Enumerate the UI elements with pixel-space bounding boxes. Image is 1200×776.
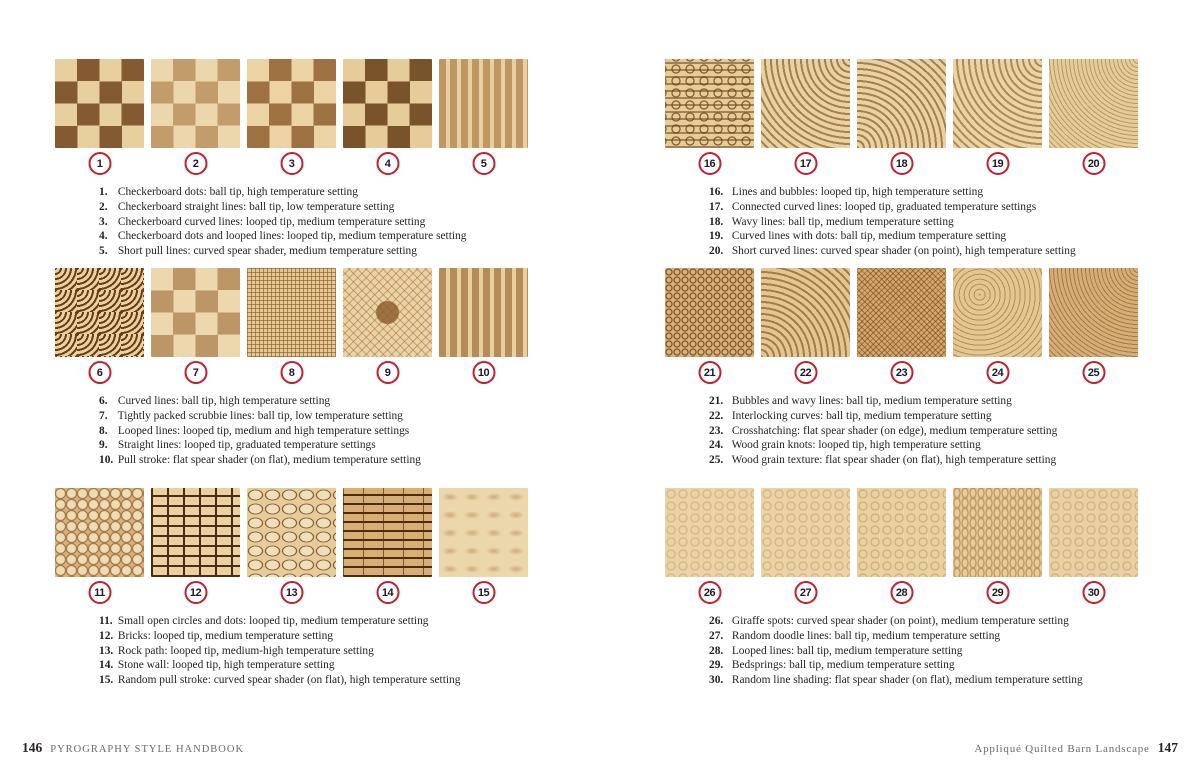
item-number: 1. <box>99 186 108 198</box>
pattern-description <box>99 394 421 409</box>
pattern-description <box>709 229 1076 244</box>
left-footer <box>22 740 252 756</box>
pattern-sample <box>55 488 144 599</box>
item-text: Short pull lines: curved spear shader, medium temperature setting <box>115 245 417 258</box>
tile-row <box>55 59 535 170</box>
right-footer <box>966 740 1178 756</box>
item-text: Wood grain knots: looped tip, high temperature setting <box>729 439 981 452</box>
tile-row <box>665 59 1145 170</box>
pattern-swatch-image <box>439 488 528 577</box>
number-badge: 9 <box>376 361 399 384</box>
pattern-list <box>709 614 1083 688</box>
pattern-description <box>99 453 421 468</box>
item-text: Checkerboard dots: ball tip, high temperature setting <box>115 186 358 198</box>
pattern-description <box>709 244 1076 259</box>
pattern-sample <box>247 488 336 599</box>
pattern-sample <box>55 59 144 170</box>
pattern-sample <box>247 268 336 379</box>
pattern-description <box>709 409 1057 424</box>
number-badge: 19 <box>986 152 1009 175</box>
number-badge: 22 <box>794 361 817 384</box>
pattern-swatch-image <box>343 59 432 148</box>
item-number: 11. <box>99 615 113 627</box>
item-number: 14. <box>99 659 114 672</box>
item-text: Short curved lines: curved spear shader (on point), high temperature setting <box>729 245 1076 258</box>
pattern-swatch-image <box>343 488 432 577</box>
item-number: 28. <box>709 644 724 657</box>
item-text: Random line shading: flat spear shader (on flat), medium temperature setting <box>729 674 1083 687</box>
pattern-description <box>99 644 460 659</box>
pattern-sample <box>55 268 144 379</box>
pattern-swatch-image <box>761 488 850 577</box>
item-number: 26. <box>709 615 724 627</box>
item-text: Checkerboard dots and looped lines: looped tip, medium temperature setting <box>115 230 467 243</box>
number-badge: 23 <box>890 361 913 384</box>
right-page <box>600 0 1200 776</box>
item-number: 8. <box>99 424 108 437</box>
pattern-swatch-image <box>953 59 1042 148</box>
number-badge: 20 <box>1082 152 1105 175</box>
pattern-swatch-image <box>953 488 1042 577</box>
pattern-swatch-image <box>247 488 336 577</box>
pattern-sample <box>761 268 850 379</box>
number-badge: 15 <box>472 581 495 604</box>
item-text: Wavy lines: ball tip, medium temperature setting <box>729 215 954 228</box>
item-number: 23. <box>709 424 724 437</box>
item-text: Lines and bubbles: looped tip, high temperature setting <box>729 186 984 198</box>
item-number: 3. <box>99 215 108 228</box>
item-number: 12. <box>99 629 114 642</box>
number-badge: 28 <box>890 581 913 604</box>
pattern-swatch-image <box>857 268 946 357</box>
pattern-swatch-image <box>55 268 144 357</box>
pattern-sample <box>151 488 240 599</box>
pattern-description <box>709 394 1057 409</box>
pattern-swatch-image <box>1049 268 1138 357</box>
page-number: 146 <box>22 740 43 755</box>
pattern-swatch-image <box>247 268 336 357</box>
item-text: Curved lines with dots: ball tip, medium temperature setting <box>729 230 1007 243</box>
pattern-description <box>99 185 466 200</box>
pattern-description <box>99 658 460 673</box>
item-number: 30. <box>709 674 724 687</box>
item-text: Crosshatching: flat spear shader (on edge), medium temperature setting <box>729 424 1058 437</box>
pattern-list <box>709 185 1076 259</box>
number-badge: 26 <box>698 581 721 604</box>
pattern-description <box>709 438 1057 453</box>
item-number: 4. <box>99 230 108 243</box>
pattern-sample <box>343 268 432 379</box>
pattern-description <box>99 424 421 439</box>
item-text: Pull stroke: flat spear shader (on flat), medium temperature setting <box>115 454 421 467</box>
pattern-description <box>99 215 466 230</box>
item-text: Straight lines: looped tip, graduated temperature settings <box>115 439 376 452</box>
pattern-sample <box>1049 59 1138 170</box>
running-head: Appliqué Quilted Barn Landscape <box>974 743 1150 755</box>
pattern-sample <box>857 268 946 379</box>
item-number: 18. <box>709 215 724 228</box>
item-number: 2. <box>99 200 108 213</box>
pattern-description <box>709 424 1057 439</box>
tile-row <box>55 488 535 599</box>
pattern-description <box>709 629 1083 644</box>
item-number: 9. <box>99 439 108 452</box>
pattern-sample <box>343 488 432 599</box>
pattern-description <box>709 673 1083 688</box>
item-text: Bedsprings: ball tip, medium temperature setting <box>729 659 955 672</box>
number-badge: 12 <box>184 581 207 604</box>
number-badge: 16 <box>698 152 721 175</box>
pattern-sample <box>665 488 754 599</box>
pattern-sample <box>953 488 1042 599</box>
number-badge: 14 <box>376 581 399 604</box>
number-badge: 3 <box>280 152 303 175</box>
pattern-list <box>709 394 1057 468</box>
item-number: 29. <box>709 659 724 672</box>
number-badge: 10 <box>472 361 495 384</box>
item-text: Wood grain texture: flat spear shader (on flat), high temperature setting <box>729 454 1057 467</box>
item-text: Connected curved lines: looped tip, graduated temperature settings <box>729 200 1037 213</box>
pattern-swatch-image <box>247 59 336 148</box>
item-number: 22. <box>709 409 724 422</box>
number-badge: 1 <box>88 152 111 175</box>
item-number: 10. <box>99 454 114 467</box>
number-badge: 17 <box>794 152 817 175</box>
item-text: Bricks: looped tip, medium temperature setting <box>115 629 333 642</box>
pattern-swatch-image <box>1049 59 1138 148</box>
pattern-sample <box>665 268 754 379</box>
pattern-description <box>709 453 1057 468</box>
pattern-swatch-image <box>953 268 1042 357</box>
pattern-swatch-image <box>55 59 144 148</box>
tile-row <box>55 268 535 379</box>
pattern-swatch-image <box>343 268 432 357</box>
pattern-sample <box>439 488 528 599</box>
pattern-swatch-image <box>1049 488 1138 577</box>
pattern-swatch-image <box>665 488 754 577</box>
pattern-sample <box>857 59 946 170</box>
item-number: 15. <box>99 674 114 687</box>
pattern-description <box>99 629 460 644</box>
pattern-description <box>709 200 1076 215</box>
item-number: 5. <box>99 245 108 258</box>
pattern-description <box>99 614 460 629</box>
item-number: 27. <box>709 629 724 642</box>
pattern-description <box>99 200 466 215</box>
item-text: Giraffe spots: curved spear shader (on point), medium temperature setting <box>729 615 1069 627</box>
item-text: Curved lines: ball tip, high temperature setting <box>115 395 331 407</box>
number-badge: 2 <box>184 152 207 175</box>
item-text: Checkerboard straight lines: ball tip, low temperature setting <box>115 200 395 213</box>
pattern-sample <box>151 59 240 170</box>
pattern-description <box>99 229 466 244</box>
number-badge: 4 <box>376 152 399 175</box>
number-badge: 18 <box>890 152 913 175</box>
number-badge: 21 <box>698 361 721 384</box>
number-badge: 6 <box>88 361 111 384</box>
item-number: 13. <box>99 644 114 657</box>
pattern-sample <box>953 59 1042 170</box>
pattern-swatch-image <box>439 268 528 357</box>
pattern-description <box>709 658 1083 673</box>
item-text: Random pull stroke: curved spear shader (on flat), high temperature setting <box>115 674 461 687</box>
pattern-list <box>99 185 466 259</box>
pattern-sample <box>1049 268 1138 379</box>
item-number: 20. <box>709 245 724 258</box>
pattern-description <box>709 644 1083 659</box>
item-number: 19. <box>709 230 724 243</box>
page-number: 147 <box>1157 740 1178 755</box>
pattern-description <box>99 409 421 424</box>
pattern-swatch-image <box>761 59 850 148</box>
number-badge: 5 <box>472 152 495 175</box>
pattern-description <box>99 673 460 688</box>
item-number: 21. <box>709 395 724 407</box>
number-badge: 25 <box>1082 361 1105 384</box>
pattern-list <box>99 394 421 468</box>
number-badge: 8 <box>280 361 303 384</box>
pattern-swatch-image <box>665 268 754 357</box>
pattern-swatch-image <box>665 59 754 148</box>
pattern-swatch-image <box>55 488 144 577</box>
item-text: Looped lines: looped tip, medium and high temperature settings <box>115 424 410 437</box>
number-badge: 7 <box>184 361 207 384</box>
item-text: Tightly packed scrubbie lines: ball tip, low temperature setting <box>115 409 403 422</box>
pattern-sample <box>761 488 850 599</box>
number-badge: 30 <box>1082 581 1105 604</box>
pattern-list <box>99 614 460 688</box>
pattern-description <box>99 438 421 453</box>
number-badge: 29 <box>986 581 1009 604</box>
pattern-swatch-image <box>151 59 240 148</box>
pattern-swatch-image <box>151 488 240 577</box>
item-number: 25. <box>709 454 724 467</box>
item-number: 17. <box>709 200 724 213</box>
item-text: Random doodle lines: ball tip, medium temperature setting <box>729 629 1001 642</box>
pattern-description <box>99 244 466 259</box>
pattern-swatch-image <box>439 59 528 148</box>
pattern-sample <box>953 268 1042 379</box>
pattern-swatch-image <box>857 488 946 577</box>
pattern-sample <box>439 268 528 379</box>
number-badge: 27 <box>794 581 817 604</box>
pattern-sample <box>151 268 240 379</box>
pattern-sample <box>857 488 946 599</box>
pattern-sample <box>343 59 432 170</box>
pattern-swatch-image <box>761 268 850 357</box>
item-text: Rock path: looped tip, medium-high temperature setting <box>115 644 374 657</box>
pattern-swatch-image <box>857 59 946 148</box>
item-number: 7. <box>99 409 108 422</box>
pattern-sample <box>439 59 528 170</box>
item-number: 6. <box>99 395 108 407</box>
pattern-sample <box>761 59 850 170</box>
number-badge: 24 <box>986 361 1009 384</box>
item-text: Checkerboard curved lines: looped tip, medium temperature setting <box>115 215 426 228</box>
item-number: 16. <box>709 186 724 198</box>
pattern-description <box>709 215 1076 230</box>
pattern-description <box>709 614 1083 629</box>
tile-row <box>665 488 1145 599</box>
running-head: PYROGRAPHY STYLE HANDBOOK <box>50 744 245 755</box>
item-text: Interlocking curves: ball tip, medium temperature setting <box>729 409 992 422</box>
item-number: 24. <box>709 439 724 452</box>
number-badge: 11 <box>88 581 111 604</box>
item-text: Bubbles and wavy lines: ball tip, medium temperature setting <box>729 395 1012 407</box>
tile-row <box>665 268 1145 379</box>
item-text: Small open circles and dots: looped tip, medium temperature setting <box>115 615 429 627</box>
pattern-sample <box>247 59 336 170</box>
pattern-sample <box>1049 488 1138 599</box>
number-badge: 13 <box>280 581 303 604</box>
item-text: Stone wall: looped tip, high temperature setting <box>115 659 335 672</box>
item-text: Looped lines: ball tip, medium temperature setting <box>729 644 963 657</box>
pattern-sample <box>665 59 754 170</box>
pattern-description <box>709 185 1076 200</box>
pattern-swatch-image <box>151 268 240 357</box>
